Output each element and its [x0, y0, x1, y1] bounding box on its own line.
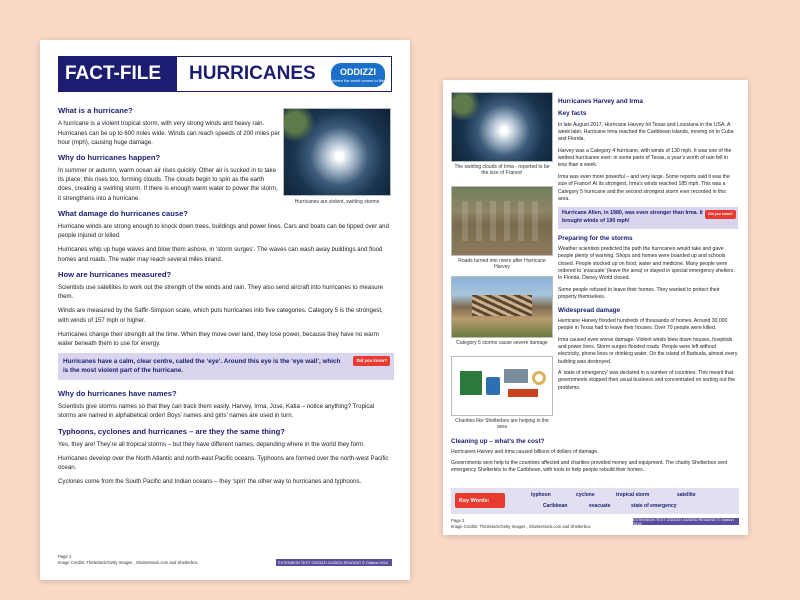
paragraph: In late August 2017, Hurricane Harvey hit Texas and Louisiana in the USA. A week later, Hurricane Irma reached the Caribbean islands, moving on to Cuba and Florida. [558, 121, 734, 143]
flooded-roads-photo [451, 186, 553, 256]
did-you-know-badge: Did you know? [353, 356, 390, 366]
key-word: tropical storm [616, 492, 650, 498]
page-footer [451, 518, 591, 530]
key-words-box [451, 488, 739, 514]
paragraph: Some people refused to leave their homes. They wanted to protect their property themselves. [558, 286, 720, 301]
irma-satellite-photo [451, 92, 553, 162]
paragraph: Yes, they are! They’re all tropical storms – but they have different names, depending where in the world they form. [58, 440, 365, 448]
page-2 [443, 80, 748, 535]
paragraph: A hurricane is a violent tropical storm, with very strong winds and heavy rain. Hurricanes can be up to 600 miles wide. Winds can reach speeds of 200 miles per hour (mph), causing huge damage. [58, 120, 280, 146]
section-heading: Cleaning up – what’s the cost? [451, 438, 545, 445]
photo-caption: The swirling clouds of Irma - reported to be the size of France! [451, 164, 553, 177]
key-word: Caribbean [543, 503, 568, 509]
storm-damage-photo [451, 276, 553, 338]
paragraph: Hurricane winds are strong enough to knock down trees, buildings and power lines. Cars and boats can be tipped over and people injured or killed. [58, 223, 389, 240]
logo-tagline: where the world comes to life [332, 77, 384, 83]
did-you-know-box [58, 353, 394, 380]
kit-rope-icon [532, 371, 546, 385]
kit-bucket-icon [486, 377, 500, 395]
photo-caption: Roads turned into rivers after Hurricane Harvey [451, 258, 553, 271]
page-footer [58, 554, 198, 566]
paragraph: Harvey was a Category 4 hurricane, with winds of 130 mph. It was one of the wettest hurricanes ever: in some parts of Texas, a year’s worth of rain fell in less than a week. [558, 147, 732, 169]
image-credits: Image Credits: Thinkstock/Getty Images , Shutterstock.com and Shelterbox [58, 559, 198, 565]
paragraph: Hurricanes change their strength all the time. When they move over land, they lose power, because they have no warm water beneath them to use for energy. [58, 330, 379, 347]
page-number: Page 1 [58, 554, 72, 559]
photo-caption: Charities like Shelterbox are helping in the area [451, 418, 553, 431]
page-2-main-column [558, 94, 738, 396]
paragraph: Hurricanes Harvey and Irma caused billions of dollars of damage. [451, 449, 599, 456]
paragraph: Hurricanes whip up huge waves and blow them ashore, in ‘storm surges’. The waves can wash away buildings and flood homes and roads. The water may reach several miles inland. [58, 246, 383, 263]
paragraph: Winds are measured by the Saffir-Simpson scale, which puts hurricanes into five categories. Category 5 is the strongest, with winds of 157 mph or higher. [58, 307, 383, 324]
section-heading: What is a hurricane? [58, 106, 133, 115]
key-word: evacuate [589, 503, 611, 509]
fact-file-header [58, 56, 392, 92]
paragraph: Hurricane Harvey flooded hundreds of thousands of homes. Around 30,000 people in Texas had to leave their houses. Over 70 people were killed. [558, 317, 728, 332]
page-1 [40, 40, 410, 580]
paragraph: Cyclones come from the South Pacific and Indian oceans – they ‘spin’ the other way to hurricanes and typhoons. [58, 478, 362, 486]
section-heading: Why do hurricanes have names? [58, 388, 177, 398]
key-word: typhoon [531, 492, 551, 498]
photo-caption: Hurricanes are violent, swirling storms [283, 197, 391, 205]
logo-text: ODDIZZI [340, 66, 376, 77]
key-words-label: Key Words: [455, 493, 505, 508]
fact-file-label: FACT-FILE [59, 57, 177, 91]
did-you-know-box [558, 207, 738, 228]
paragraph: Irma caused even worse damage. Violent winds blew down houses, hospitals and power lines. Storm surges flooded roads. People were left without electricity, phone lines or drinking water. On the island of Barbuda, almost every building was destroyed. [558, 336, 738, 365]
section-heading: What damage do hurricanes cause? [58, 208, 188, 218]
kit-tarp-icon [504, 369, 528, 383]
footer-bar: EXTENSION TEXT ODDIZZI GUIDED READING © Oddizzi 2016 [633, 518, 739, 525]
photo-caption: Category 5 storms cause severe damage [451, 340, 553, 346]
image-credits: Image Credits: Thinkstock/Getty Images , Shutterstock.com and Shelterbox [451, 523, 591, 529]
footer-bar: EXTENSION TEXT ODDIZZI GUIDED READING © Oddizzi 2016 [276, 559, 392, 566]
paragraph: Hurricanes develop over the North Atlantic and north-east Pacific oceans. Typhoons are formed over the north-west Pacific ocean. [58, 455, 389, 472]
did-you-know-text: Hurricane Allen, in 1980, was even stronger than Irma. It brought winds of 190 mph! [562, 210, 703, 224]
section-heading: Typhoons, cyclones and hurricanes – are they the same thing? [58, 426, 285, 436]
paragraph: Governments sent help to the countries affected and charities provided money and equipment. The charity Shelterbox sent emergency Shelterkits to the Caribbean, with tools to help people rebuild their homes. [451, 459, 728, 474]
paragraph: In summer or autumn, warm ocean air rises quickly. Other air is sucked in to take its place; this rises too, forming clouds. The clouds begin to spin as the earth does, creating a swirling storm. If there is enough warm water to power the storm, it strengthens into a hurricane. [58, 167, 278, 202]
paragraph: Scientists give storms names so that they can track them easily. Harvey, Irma, Jose, Katia – notice anything? Tropical storms are named in alphabetical order! Boys’ names and girls’ names are used in turn. [58, 403, 375, 420]
page-number: Page 2 [451, 518, 465, 523]
shelterbox-kit-photo [451, 356, 553, 416]
paragraph: Weather scientists predicted the path the hurricanes would take and gave people plenty of warning. Shops and homes were boarded up and schools closed. People stocked up on food, water and medicine. Many people were ordered to ‘evacuate’ (leave the area) or stayed in special emergency shelters. In Florida, Disney World closed. [558, 245, 735, 282]
page-1-body [58, 102, 394, 491]
key-word: cyclone [576, 492, 595, 498]
kit-tools-icon [508, 389, 538, 397]
section-heading: How are hurricanes measured? [58, 269, 172, 279]
key-word: state of emergency [631, 503, 677, 509]
section-heading: Preparing for the storms [558, 234, 633, 242]
topic-title: HURRICANES [189, 63, 316, 84]
section-heading: Key facts [558, 110, 587, 118]
section-heading: Hurricanes Harvey and Irma [558, 98, 643, 105]
page-title [177, 57, 391, 91]
oddizzi-logo [331, 63, 385, 87]
did-you-know-badge: Did you know? [705, 210, 736, 219]
kit-box-icon [460, 371, 482, 395]
paragraph: Irma was even more powerful – and very large. Some reports said it was the size of France! At its strongest, Irma’s winds reached 185 mph. This was a Category 5 hurricane and the second strongest storm ever recorded in this area. [558, 173, 730, 202]
paragraph: Scientists use satellites to work out the strength of the winds and rain. They also send aircraft into hurricanes to measure them. [58, 284, 384, 301]
key-word: satellite [677, 492, 696, 498]
section-heading: Widespread damage [558, 306, 621, 314]
paragraph: A ‘state of emergency’ was declared in a number of countries. This meant that governments stopped their usual business and concentrated on sorting out the problems. [558, 370, 735, 391]
did-you-know-text: Hurricanes have a calm, clear centre, called the ‘eye’. Around this eye is the ‘eye wall’, which is the most violent part of the hurricane. [63, 357, 341, 375]
section-heading: Why do hurricanes happen? [58, 152, 161, 162]
cleaning-up-section [451, 437, 739, 477]
